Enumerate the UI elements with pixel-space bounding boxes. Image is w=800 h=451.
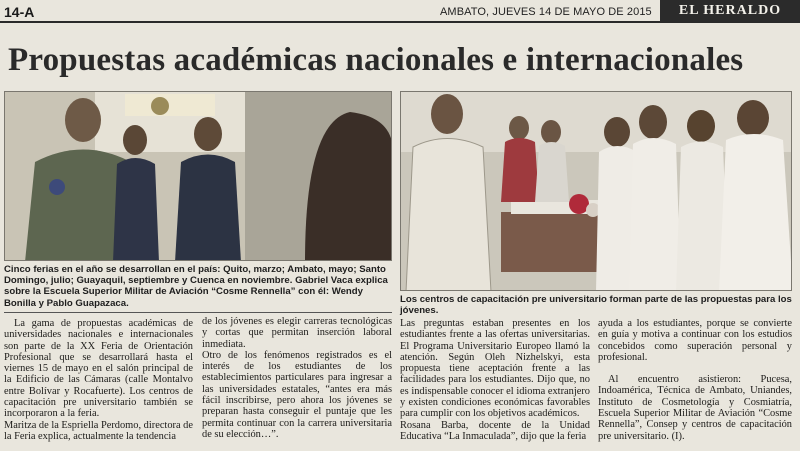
article-paragraph: Otro de los fenómenos registrados es el interés de los estudiantes de los establecimientos particulares para ingresar a las universidades estatales, “antes era más fácil inscribirse, pero ahora los jóvenes se preparan hasta conseguir el puntaje que les permita continuar con la carrera universitaria de su elección…”.: [202, 349, 392, 440]
article-paragraph: Al encuentro asistieron: Pucesa, Indoamérica, Técnica de Ambato, Uniandes, Instituto de Cosmetología y Cosmiatría, Escuela Superior Militar de Aviación “Cosme Rennella”, Consep y centros de capacitación pre universitario. (I).: [598, 374, 792, 442]
page-header: [0, 0, 800, 22]
photo-students-stand-image: [401, 92, 792, 291]
headline: Propuestas académicas nacionales e internacionales: [8, 42, 744, 78]
photo-caption-left: Cinco ferias en el año se desarrollan en el país: Quito, marzo; Ambato, mayo; Santo Domingo, julio; Guayaquil, septiembre y Cuenca en noviembre. Gabriel Vaca explica sobre la Escuela Superior Militar de Aviación “Cosme Rennella” con él: Wendy Bonilla y Pablo Guapazaca.: [4, 264, 388, 309]
article-column-2: [202, 316, 392, 440]
article-paragraph: Las preguntas estaban presentes en los estudiantes frente a las ofertas universitarias. El Programa Universitario Europeo llamó la atención. Según Oleh Nizhelskyi, esta propuesta tiene aceptación frente a las facilidades para los estudiantes. Dijo que, no es indispensable conocer el idioma extranjero y existen condiciones económicas favorables para cumplir con los objetivos académicos.: [400, 318, 590, 420]
article-column-4: [598, 318, 792, 442]
dateline: AMBATO, JUEVES 14 DE MAYO DE 2015: [440, 6, 652, 18]
section-number: 14-A: [4, 4, 35, 20]
article-paragraph: de los jóvenes es elegir carreras tecnológicas y cortas que permitan inserción laboral inmediata.: [202, 316, 392, 350]
photo-students-stand: [400, 91, 792, 291]
caption-rule: [4, 312, 392, 313]
photo-fair-booth-image: [5, 92, 392, 261]
photo-fair-booth: [4, 91, 392, 261]
article-paragraph: La gama de propuestas académicas de universidades nacionales e internacionales son parte de la XX Feria de Orientación Profesional que se desarrollará hasta el viernes 15 de mayo en el salón principal de la Edificio de las Cámaras (calle Montalvo entre Bolívar y Rocafuerte). Los centros de capacitación pre universitario también se incorporaron a la feria.: [4, 318, 193, 420]
article-paragraph: Maritza de la Espriella Perdomo, directora de la Feria explica, actualmente la tendencia: [4, 419, 193, 442]
article-column-1: [4, 318, 193, 442]
header-rule: [0, 21, 800, 23]
article-paragraph: Rosana Barba, docente de la Unidad Educativa “La Inmaculada”, dijo que la feria: [400, 419, 590, 442]
masthead-logo: EL HERALDO: [660, 0, 800, 22]
photo-caption-right: Los centros de capacitación pre universitario forman parte de las propuestas para los jóvenes.: [400, 294, 792, 317]
article-paragraph: ayuda a los estudiantes, porque se convierte en guía y motiva a continuar con los estudios concebidos como superación personal y profesional.: [598, 318, 792, 363]
article-column-3: [400, 318, 590, 442]
